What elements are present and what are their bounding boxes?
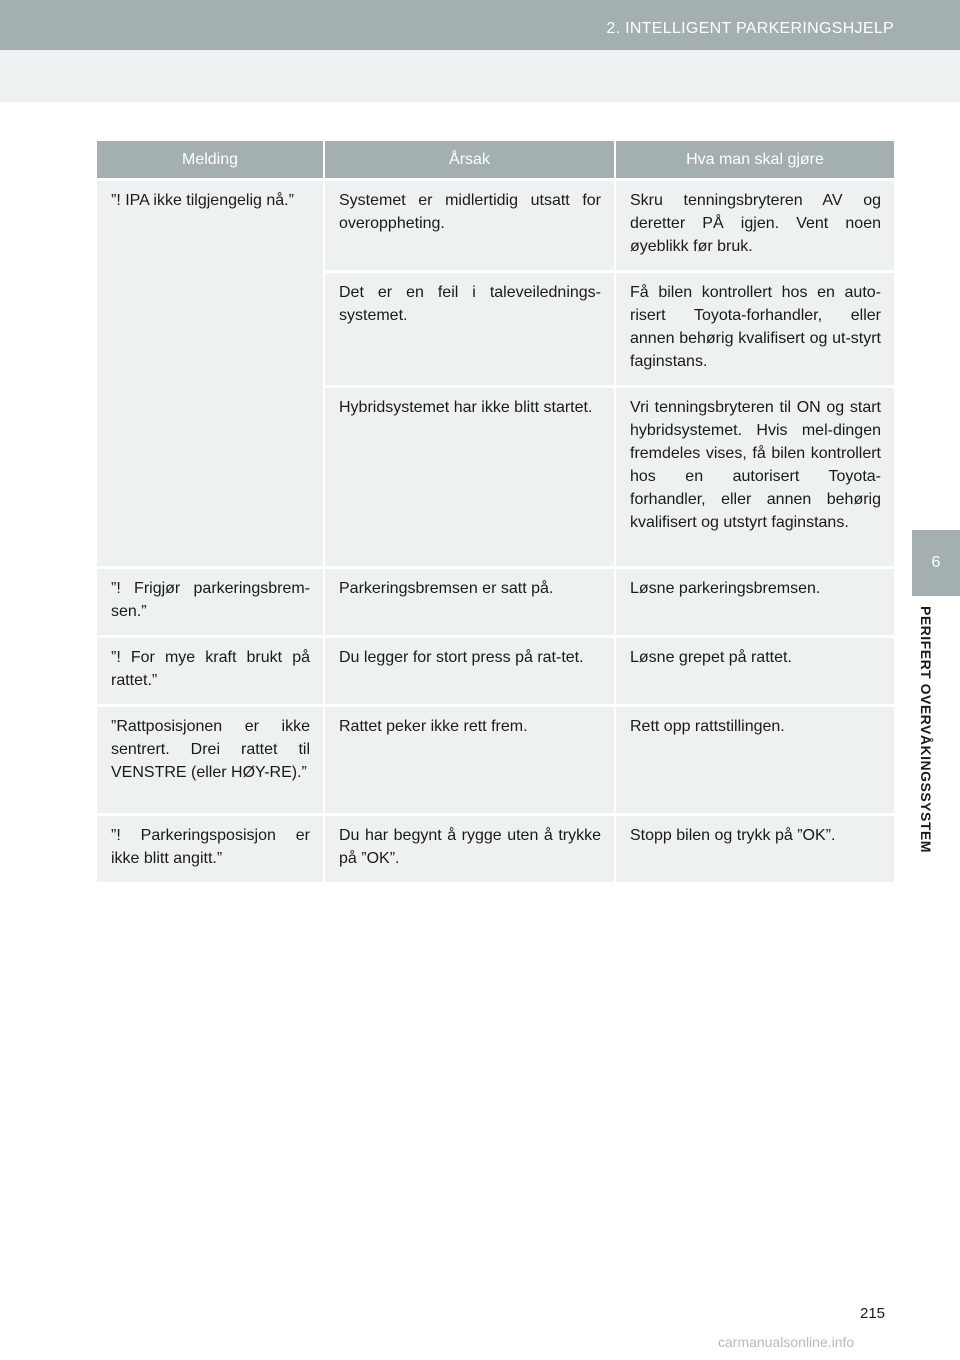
cause-cell: Du legger for stort press på rat-tet.: [324, 637, 615, 706]
action-cell: Løsne parkeringsbremsen.: [615, 568, 894, 637]
table-row: [97, 568, 894, 637]
table-row: [97, 637, 894, 706]
page-number: 215: [860, 1305, 886, 1322]
message-cell: ”! Parkeringsposisjon er ikke blitt angitt.”: [97, 815, 324, 883]
header-sub-band: [0, 50, 960, 102]
table-header-row: [97, 141, 894, 180]
table-row: [97, 815, 894, 883]
chapter-number: 6: [931, 554, 941, 571]
cause-cell: Hybridsystemet har ikke blitt startet.: [324, 387, 615, 568]
cause-cell: Systemet er midlertidig utsatt for overoppheting.: [324, 180, 615, 272]
table-row: [97, 706, 894, 815]
header-bar: [0, 0, 960, 50]
section-title: 2. INTELLIGENT PARKERINGSHJELP: [606, 20, 894, 37]
message-cell: ”! For mye kraft brukt på rattet.”: [97, 637, 324, 706]
cause-cell: Parkeringsbremsen er satt på.: [324, 568, 615, 637]
action-cell: Vri tenningsbryteren til ON og start hybridsystemet. Hvis mel-dingen fremdeles vises, få bilen kontrollert hos en autorisert Toyota-forhandler, eller annen behørig kvalifisert og utstyrt faginstans.: [615, 387, 894, 568]
cause-cell: Det er en feil i taleveilednings-systemet.: [324, 272, 615, 387]
message-table: [97, 141, 894, 882]
action-cell: Skru tenningsbryteren AV og deretter PÅ igjen. Vent noen øyeblikk før bruk.: [615, 180, 894, 272]
column-header-message: Melding: [97, 141, 324, 180]
watermark: carmanualsonline.info: [718, 1334, 855, 1350]
message-cell: ”! IPA ikke tilgjengelig nå.”: [97, 180, 324, 568]
action-cell: Stopp bilen og trykk på ”OK”.: [615, 815, 894, 883]
message-cell: ”Rattposisjonen er ikke sentrert. Drei rattet til VENSTRE (eller HØY-RE).”: [97, 706, 324, 815]
action-cell: Få bilen kontrollert hos en auto-risert Toyota-forhandler, eller annen behørig kvalifisert og ut-styrt faginstans.: [615, 272, 894, 387]
chapter-title: PERIFERT OVERVÅKINGSSYSTEM: [918, 606, 934, 853]
column-header-action: Hva man skal gjøre: [615, 141, 894, 180]
table-row: [97, 180, 894, 272]
column-header-cause: Årsak: [324, 141, 615, 180]
chapter-tab: [912, 530, 960, 596]
action-cell: Rett opp rattstillingen.: [615, 706, 894, 815]
message-cell: ”! Frigjør parkeringsbrem-sen.”: [97, 568, 324, 637]
action-cell: Løsne grepet på rattet.: [615, 637, 894, 706]
cause-cell: Du har begynt å rygge uten å trykke på ”OK”.: [324, 815, 615, 883]
cause-cell: Rattet peker ikke rett frem.: [324, 706, 615, 815]
